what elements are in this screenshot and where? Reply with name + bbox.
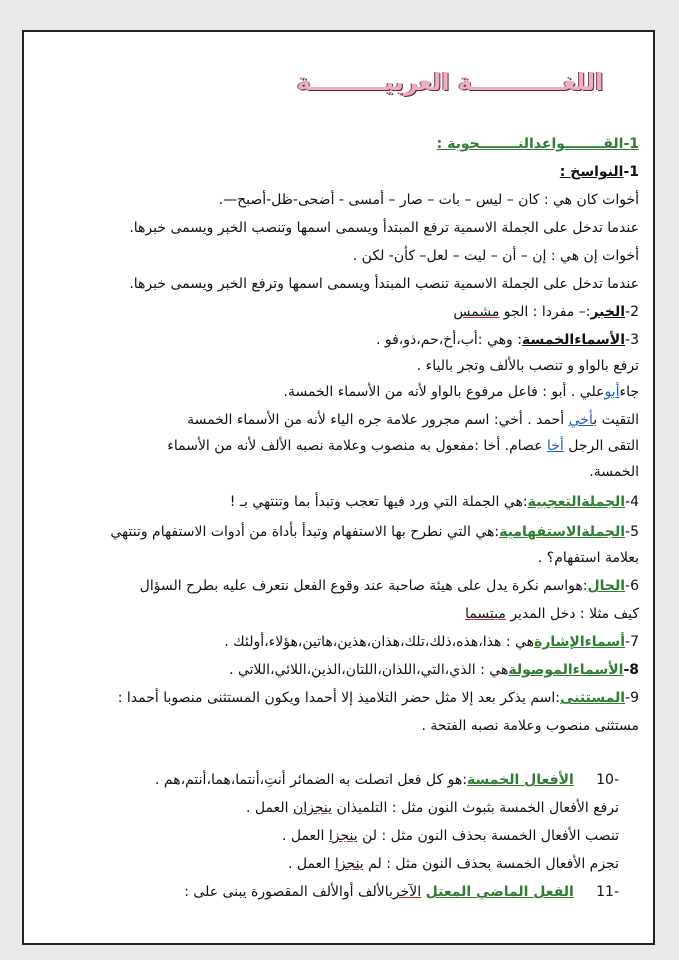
afaal-khamsa-line: -10 الأفعال الخمسة:هو كل فعل اتصلت به الضمائر أنتِ،أنتما،هما،أنتم،هم . [155, 772, 619, 788]
afaal-nasb-line: تنصب الأفعال الخمسة بحذف النون مثل : لن ينجزا العمل . [281, 828, 619, 844]
kana-sisters-line: أخوات كان هي : كان – ليس – بات – صار – أمسى - أضحى-ظل-أصبح—. [218, 192, 639, 208]
hal-cont: كيف مثلا : دخل المدير مبتسما [465, 606, 639, 622]
example-akhi-line: التقيت بأخي أحمد . أخي: اسم مجرور علامة جره الياء لأنه من الأسماء الخمسة [187, 412, 639, 428]
mustathna-cont: مستثنى منصوب وعلامة نصبه الفتحة . [421, 718, 639, 734]
istifham-cont: بعلامة استفهام؟ . [537, 550, 639, 566]
afaal-jazm-line: تجزم الأفعال الخمسة بحذف النون مثل : لم ينجزا العمل . [287, 856, 619, 872]
mawsula-line: 8-الأسماءالموصولةهي : الذي،التي،اللذان،اللتان،الذين،اللائي،اللاتي . [229, 662, 639, 678]
nawasikh-heading: 1-النواسخ : [559, 164, 639, 180]
asmaa-rule-line: ترفع بالواو و تنصب بالألف وتجر بالياء . [416, 358, 639, 374]
mutal-line: -11 الفعل الماضي المعتل الآخربالألف أوالألف المقصورة يبنى على : [184, 884, 619, 900]
hal-line: 6-الحال:هواسم نكرة يدل على هيئة صاحبة عند وقوع الفعل نتعرف عليه بطرح السؤال [139, 578, 639, 594]
asmaa-khamsa-line: 3-الأسماءالخمسة: وهي :أب،أخ،حم،ذو،فو . [375, 332, 639, 348]
page-title: اللغـــــــــــة العربيـــــــــة [296, 68, 604, 96]
section-heading: 1-القــــــــواعدالنــــــــحوية : [436, 136, 639, 152]
inna-rule-line: عندما تدخل على الجملة الاسمية تنصب المبتدأ ويسمى اسمها وترفع الخبر ويسمى خبرها. [129, 276, 639, 292]
kana-rule-line: عندما تدخل على الجملة الاسمية ترفع المبتدأ ويسمى اسمها وتنصب الخبر ويسمى خبرها. [129, 220, 639, 236]
inna-sisters-line: أخوات إن هي : إن – أن – ليت – لعل– كأن- لكن . [352, 248, 639, 264]
ishara-line: 7-أسماءالإشارةهي : هذا،هذه،ذلك،تلك،هذان،هذين،هاتين،هؤلاء،أولئك . [224, 634, 639, 650]
khabar-line: 2-الخبر:– مفردا : الجو مشمس [453, 304, 639, 320]
example-akha-cont: الخمسة. [589, 464, 639, 480]
mustathna-line: 9-المستثنى:اسم يذكر بعد إلا مثل حضر التلاميذ إلا أحمدا ويكون المستثنى منصوبا أحمدا : [117, 690, 639, 706]
example-akha-line: التقى الرجل أخا عصام. أخا :مفعول به منصوب وعلامة نصبه الألف لأنه من الأسماء [167, 438, 639, 454]
example-abu-line: جاءأبوعلي . أبو : فاعل مرفوع بالواو لأنه من الأسماء الخمسة. [283, 384, 639, 400]
afaal-raf-line: ترفع الأفعال الخمسة بثبوث النون مثل : التلميذان ينجزان العمل . [246, 800, 619, 816]
taajub-line: 4-الجملةالتعجبية:هي الجملة التي ورد فيها تعجب وتبدأ بما وتنتهي بـ ! [229, 494, 639, 510]
istifham-line: 5-الجملةالاستفهامية:هي التي نطرح بها الاستفهام وتبدأ بأداة من أدوات الاستفهام وتنتهي [110, 524, 639, 540]
